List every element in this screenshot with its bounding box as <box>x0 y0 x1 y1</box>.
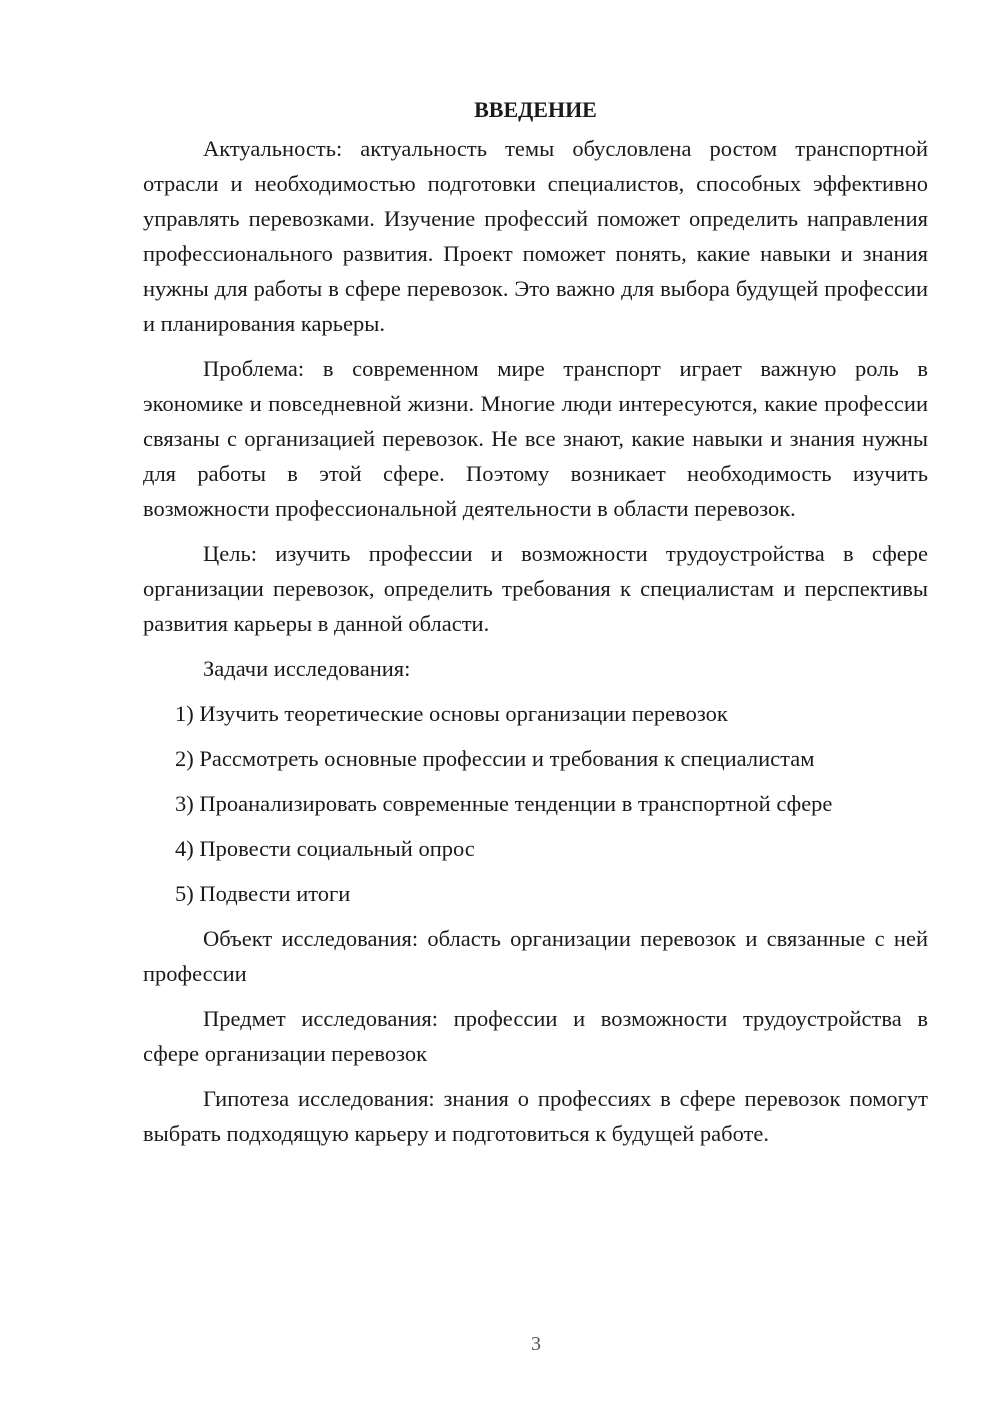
task-item: 5) Подвести итоги <box>175 881 351 906</box>
tasks-list <box>143 696 928 911</box>
tasks-heading: Задачи исследования: <box>203 656 411 681</box>
paragraph-relevance: Актуальность: актуальность темы обусловлена ростом транспортной отрасли и необходимостью подготовки специалистов, способных эффективно управлять перевозками. Изучение профессий поможет определить направления профессионального развития. Проект поможет понять, какие навыки и знания нужны для работы в сфере перевозок. Это важно для выбора будущей профессии и планирования карьеры. <box>143 136 928 336</box>
paragraph-hypothesis: Гипотеза исследования: знания о профессиях в сфере перевозок помогут выбрать подходящую карьеру и подготовиться к будущей работе. <box>143 1086 928 1146</box>
page-number: 3 <box>531 1333 541 1355</box>
paragraph-object: Объект исследования: область организации перевозок и связанные с ней профессии <box>143 926 928 986</box>
paragraph-subject: Предмет исследования: профессии и возможности трудоустройства в сфере организации перевозок <box>143 1006 928 1066</box>
paragraph-problem: Проблема: в современном мире транспорт играет важную роль в экономике и повседневной жизни. Многие люди интересуются, какие профессии связаны с организацией перевозок. Не все знают, какие навыки и знания нужны для работы в этой сфере. Поэтому возникает необходимость изучить возможности профессиональной деятельности в области перевозок. <box>143 356 928 521</box>
task-item: 2) Рассмотреть основные профессии и требования к специалистам <box>175 746 815 771</box>
task-item: 4) Провести социальный опрос <box>175 836 475 861</box>
task-item: 3) Проанализировать современные тенденции в транспортной сфере <box>175 791 833 816</box>
document-page <box>143 92 928 1161</box>
section-title: ВВЕДЕНИЕ <box>474 97 597 122</box>
task-item: 1) Изучить теоретические основы организации перевозок <box>175 701 728 726</box>
paragraph-goal: Цель: изучить профессии и возможности трудоустройства в сфере организации перевозок, определить требования к специалистам и перспективы развития карьеры в данной области. <box>143 541 928 636</box>
